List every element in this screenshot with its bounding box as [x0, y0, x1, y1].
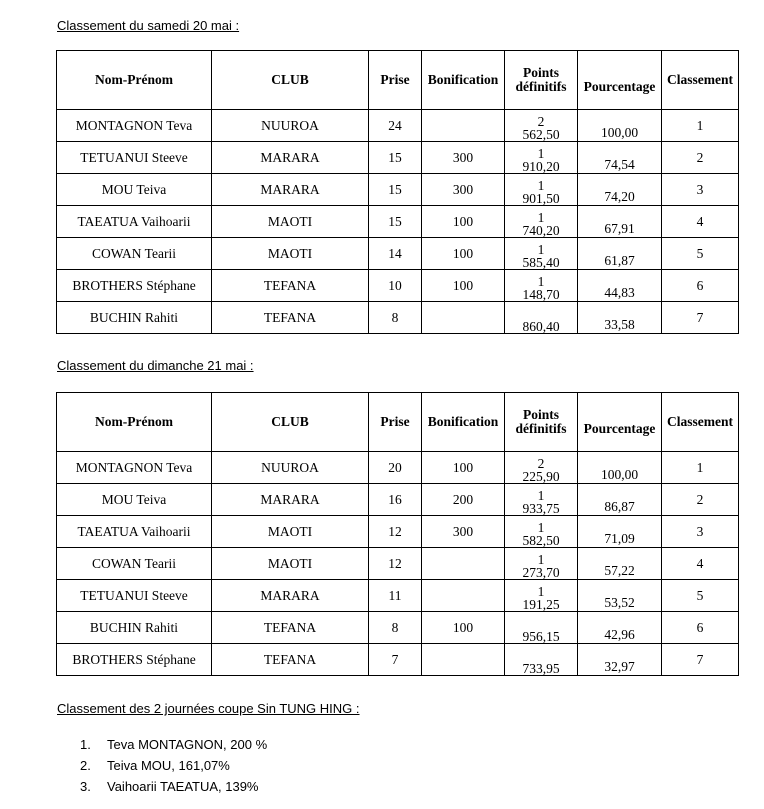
section1-heading: Classement du samedi 20 mai : [57, 18, 240, 33]
col-header-pourcentage: Pourcentage [578, 393, 662, 452]
points-thousands: 1 [537, 520, 545, 535]
cell-name: TAEATUA Vaihoarii [57, 516, 212, 548]
cell-name: TETUANUI Steeve [57, 580, 212, 612]
cell-club: TEFANA [212, 270, 369, 302]
points-thousands: 1 [537, 274, 545, 289]
cell-classement: 6 [662, 270, 739, 302]
cell-bonification: 100 [422, 612, 505, 644]
cell-name: MOU Teiva [57, 174, 212, 206]
cell-prise: 20 [369, 452, 422, 484]
cell-points [505, 174, 578, 206]
table-row [57, 174, 739, 206]
cell-prise: 8 [369, 302, 422, 334]
cell-club: MAOTI [212, 238, 369, 270]
pourcentage-value: 32,97 [604, 659, 635, 674]
cell-name: COWAN Tearii [57, 238, 212, 270]
cell-prise: 24 [369, 110, 422, 142]
points-thousands: 1 [537, 584, 545, 599]
col-header-name: Nom-Prénom [57, 393, 212, 452]
pourcentage-value: 33,58 [604, 317, 635, 332]
cell-pourcentage [578, 580, 662, 612]
cell-points [505, 206, 578, 238]
table-row [57, 484, 739, 516]
cell-bonification [422, 644, 505, 676]
cell-club: MARARA [212, 580, 369, 612]
cell-prise: 12 [369, 548, 422, 580]
points-remainder: 191,25 [522, 597, 560, 612]
cell-bonification [422, 302, 505, 334]
points-remainder: 225,90 [522, 469, 560, 484]
cell-pourcentage [578, 548, 662, 580]
cell-name: TAEATUA Vaihoarii [57, 206, 212, 238]
list-number: 1. [80, 737, 91, 752]
cell-pourcentage [578, 270, 662, 302]
cell-name: MONTAGNON Teva [57, 110, 212, 142]
table-header-row [57, 393, 739, 452]
cell-prise: 8 [369, 612, 422, 644]
cell-bonification: 100 [422, 238, 505, 270]
cell-classement: 2 [662, 484, 739, 516]
cell-classement: 7 [662, 644, 739, 676]
points-thousands: 1 [537, 146, 545, 161]
points-remainder: 860,40 [522, 319, 560, 334]
cell-name: BROTHERS Stéphane [57, 644, 212, 676]
table-row [57, 142, 739, 174]
table-row [57, 612, 739, 644]
cell-prise: 15 [369, 142, 422, 174]
col-header-prise: Prise [369, 393, 422, 452]
points-remainder: 733,95 [522, 661, 560, 676]
col-header-points: Points définitifs [505, 393, 578, 452]
cell-club: TEFANA [212, 644, 369, 676]
saturday-ranking-table [56, 50, 739, 334]
section3-heading: Classement des 2 journées coupe Sin TUNG HING : [57, 701, 360, 716]
cell-pourcentage [578, 452, 662, 484]
points-remainder: 273,70 [522, 565, 560, 580]
pourcentage-value: 100,00 [600, 125, 639, 140]
points-thousands: 1 [537, 488, 545, 503]
cell-pourcentage [578, 484, 662, 516]
cell-bonification: 100 [422, 206, 505, 238]
cell-club: NUUROA [212, 452, 369, 484]
cell-bonification: 200 [422, 484, 505, 516]
points-thousands: 1 [537, 210, 545, 225]
sunday-ranking-table [56, 392, 739, 676]
col-header-club: CLUB [212, 393, 369, 452]
cell-classement: 6 [662, 612, 739, 644]
cell-points [505, 612, 578, 644]
cell-prise: 7 [369, 644, 422, 676]
overall-ranking-list [80, 734, 267, 797]
cell-pourcentage [578, 238, 662, 270]
cell-prise: 11 [369, 580, 422, 612]
cell-points [505, 580, 578, 612]
points-thousands: 2 [537, 456, 545, 471]
cell-classement: 4 [662, 206, 739, 238]
list-item [80, 734, 267, 755]
cell-pourcentage [578, 206, 662, 238]
points-remainder: 562,50 [522, 127, 560, 142]
cell-points [505, 548, 578, 580]
table-row [57, 580, 739, 612]
cell-classement: 4 [662, 548, 739, 580]
sunday-table-body [57, 452, 739, 676]
points-remainder: 933,75 [522, 501, 560, 516]
points-remainder: 148,70 [522, 287, 560, 302]
list-text: Vaihoarii TAEATUA, 139% [107, 779, 259, 794]
points-remainder: 901,50 [522, 191, 560, 206]
cell-classement: 1 [662, 110, 739, 142]
cell-club: TEFANA [212, 302, 369, 334]
cell-points [505, 644, 578, 676]
points-thousands: 1 [537, 242, 545, 257]
cell-name: BROTHERS Stéphane [57, 270, 212, 302]
cell-points [505, 142, 578, 174]
points-thousands: 2 [537, 114, 545, 129]
table-row [57, 238, 739, 270]
cell-prise: 10 [369, 270, 422, 302]
table-row [57, 644, 739, 676]
points-remainder: 585,40 [522, 255, 560, 270]
col-header-classement: Classement [662, 51, 739, 110]
cell-points [505, 302, 578, 334]
pourcentage-value: 67,91 [604, 221, 635, 236]
cell-points [505, 270, 578, 302]
cell-bonification [422, 548, 505, 580]
cell-name: BUCHIN Rahiti [57, 612, 212, 644]
cell-prise: 16 [369, 484, 422, 516]
col-header-name: Nom-Prénom [57, 51, 212, 110]
cell-prise: 12 [369, 516, 422, 548]
points-remainder: 740,20 [522, 223, 560, 238]
cell-classement: 5 [662, 238, 739, 270]
cell-name: MOU Teiva [57, 484, 212, 516]
cell-pourcentage [578, 110, 662, 142]
pourcentage-value: 100,00 [600, 467, 639, 482]
pourcentage-value: 71,09 [604, 531, 635, 546]
cell-prise: 15 [369, 206, 422, 238]
cell-club: MAOTI [212, 206, 369, 238]
pourcentage-value: 53,52 [604, 595, 635, 610]
cell-club: MARARA [212, 174, 369, 206]
cell-club: MAOTI [212, 548, 369, 580]
cell-points [505, 110, 578, 142]
col-header-prise: Prise [369, 51, 422, 110]
cell-bonification: 100 [422, 270, 505, 302]
cell-classement: 5 [662, 580, 739, 612]
cell-club: TEFANA [212, 612, 369, 644]
pourcentage-value: 86,87 [604, 499, 635, 514]
col-header-pourcentage: Pourcentage [578, 51, 662, 110]
cell-name: MONTAGNON Teva [57, 452, 212, 484]
cell-pourcentage [578, 516, 662, 548]
cell-points [505, 238, 578, 270]
table-row [57, 548, 739, 580]
cell-bonification: 300 [422, 174, 505, 206]
table-row [57, 516, 739, 548]
cell-club: MARARA [212, 484, 369, 516]
col-header-bonification: Bonification [422, 51, 505, 110]
cell-bonification [422, 110, 505, 142]
table-header-row [57, 51, 739, 110]
pourcentage-value: 42,96 [604, 627, 635, 642]
cell-classement: 2 [662, 142, 739, 174]
cell-bonification: 100 [422, 452, 505, 484]
list-text: Teiva MOU, 161,07% [107, 758, 230, 773]
col-header-classement: Classement [662, 393, 739, 452]
points-remainder: 910,20 [522, 159, 560, 174]
cell-name: TETUANUI Steeve [57, 142, 212, 174]
cell-classement: 7 [662, 302, 739, 334]
cell-pourcentage [578, 302, 662, 334]
cell-points [505, 516, 578, 548]
table-row [57, 452, 739, 484]
cell-bonification: 300 [422, 516, 505, 548]
cell-points [505, 484, 578, 516]
points-thousands: 1 [537, 178, 545, 193]
pourcentage-value: 61,87 [604, 253, 635, 268]
list-number: 3. [80, 779, 91, 794]
points-thousands: 1 [537, 552, 545, 567]
pourcentage-value: 74,54 [604, 157, 635, 172]
list-text: Teva MONTAGNON, 200 % [107, 737, 268, 752]
points-remainder: 582,50 [522, 533, 560, 548]
table-row [57, 206, 739, 238]
col-header-bonification: Bonification [422, 393, 505, 452]
cell-pourcentage [578, 142, 662, 174]
table-row [57, 302, 739, 334]
cell-bonification: 300 [422, 142, 505, 174]
points-remainder: 956,15 [522, 629, 560, 644]
cell-club: MAOTI [212, 516, 369, 548]
cell-club: MARARA [212, 142, 369, 174]
cell-classement: 3 [662, 516, 739, 548]
cell-points [505, 452, 578, 484]
col-header-club: CLUB [212, 51, 369, 110]
cell-prise: 14 [369, 238, 422, 270]
list-item [80, 776, 267, 797]
list-number: 2. [80, 758, 91, 773]
pourcentage-value: 44,83 [604, 285, 635, 300]
list-item [80, 755, 267, 776]
saturday-table-body [57, 110, 739, 334]
col-header-points: Points définitifs [505, 51, 578, 110]
cell-name: BUCHIN Rahiti [57, 302, 212, 334]
section2-heading: Classement du dimanche 21 mai : [57, 358, 254, 373]
cell-club: NUUROA [212, 110, 369, 142]
cell-bonification [422, 580, 505, 612]
cell-pourcentage [578, 174, 662, 206]
cell-classement: 1 [662, 452, 739, 484]
cell-pourcentage [578, 612, 662, 644]
cell-classement: 3 [662, 174, 739, 206]
cell-prise: 15 [369, 174, 422, 206]
pourcentage-value: 74,20 [604, 189, 635, 204]
pourcentage-value: 57,22 [604, 563, 635, 578]
table-row [57, 110, 739, 142]
table-row [57, 270, 739, 302]
cell-name: COWAN Tearii [57, 548, 212, 580]
cell-pourcentage [578, 644, 662, 676]
